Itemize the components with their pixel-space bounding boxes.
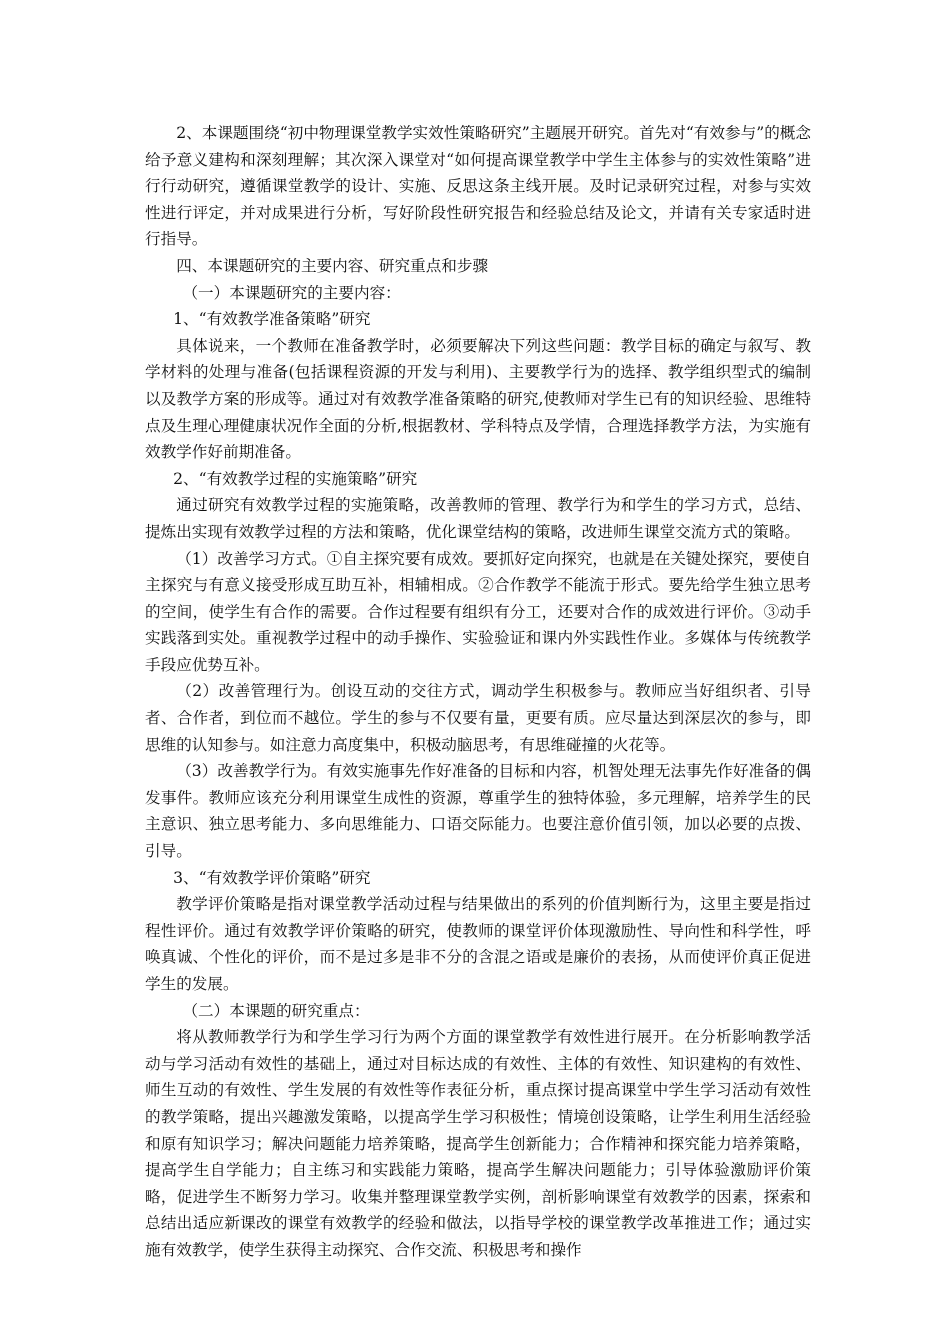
subsection-heading-content: （一）本课题研究的主要内容： (182, 283, 401, 302)
item-heading-evaluation-strategy: 3、“有效教学评价策略”研究 (173, 868, 371, 887)
item-heading-preparation-strategy: 1、“有效教学准备策略”研究 (173, 310, 371, 329)
document-page (145, 120, 811, 1264)
paragraph-research-approach: 2、本课题围绕“初中物理课堂教学实效性策略研究”主题展开研究。首先对“有效参与”的概念给予意义建构和深刻理解；其次深入课堂对“如何提高课堂教学中学生主体参与的实效性策略”进行行动研究，遵循课堂教学的设计、实施、反思这条主线开展。及时记录研究过程，对参与实效性进行评定，并对成果进行分析，写好阶段性研究报告和经验总结及论文，并请有关专家适时进行指导。 (145, 124, 811, 249)
paragraph-preparation: 具体说来，一个教师在准备教学时，必须要解决下列这些问题：教学目标的确定与叙写、教学材料的处理与准备(包括课程资源的开发与利用)、主要教学行为的选择、教学组织型式的编制以及教学方案的形成等。通过对有效教学准备策略的研究,使教师对学生已有的知识经验、思维特点及生理心理健康状况作全面的分析,根据教材、学科特点及学情，合理选择教学方法，为实施有效教学作好前期准备。 (145, 336, 811, 462)
paragraph-implementation: 通过研究有效教学过程的实施策略，改善教师的管理、教学行为和学生的学习方式，总结、提炼出实现有效教学过程的方法和策略，优化课堂结构的策略，改进师生课堂交流方式的策略。 (145, 496, 811, 541)
subsection-heading-focus: （二）本课题的研究重点： (182, 1001, 370, 1020)
item-heading-implementation-strategy: 2、“有效教学过程的实施策略”研究 (173, 469, 418, 488)
paragraph-management-behavior: （2）改善管理行为。创设互动的交往方式，调动学生积极参与。教师应当好组织者、引导者、合作者，到位而不越位。学生的参与不仅要有量，更要有质。应尽量达到深层次的参与，即思维的认知参与。如注意力高度集中，积极动脑思考，有思维碰撞的火花等。 (145, 682, 811, 754)
paragraph-learning-methods: （1）改善学习方式。①自主探究要有成效。要抓好定向探究，也就是在关键处探究，要使自主探究与有意义接受形成互助互补，相辅相成。②合作教学不能流于形式。要先给学生独立思考的空间，使学生有合作的需要。合作过程要有组织有分工，还要对合作的成效进行评价。③动手实践落到实处。重视教学过程中的动手操作、实验验证和课内外实践性作业。多媒体与传统教学手段应优势互补。 (145, 549, 811, 674)
paragraph-research-focus: 将从教师教学行为和学生学习行为两个方面的课堂教学有效性进行展开。在分析影响教学活动与学习活动有效性的基础上，通过对目标达成的有效性、主体的有效性、知识建构的有效性、师生互动的有效性、学生发展的有效性等作表征分析，重点探讨提高课堂中学生学习活动有效性的教学策略，提出兴趣激发策略，以提高学生学习积极性；情境创设策略，让学生利用生活经验和原有知识学习；解决问题能力培养策略，提高学生创新能力；合作精神和探究能力培养策略，提高学生自学能力；自主练习和实践能力策略，提高学生解决问题能力；引导体验激励评价策略，促进学生不断努力学习。收集并整理课堂教学实例，剖析影响课堂有效教学的因素，探索和总结出适应新课改的课堂有效教学的经验和做法，以指导学校的课堂教学改革推进工作；通过实施有效教学，使学生获得主动探究、合作交流、积极思考和操作 (145, 1028, 811, 1259)
section-heading-4: 四、本课题研究的主要内容、研究重点和步骤 (176, 256, 489, 275)
paragraph-teaching-behavior: （3）改善教学行为。有效实施事先作好准备的目标和内容，机智处理无法事先作好准备的偶发事件。教师应该充分利用课堂生成性的资源，尊重学生的独特体验，多元理解，培养学生的民主意识、独立思考能力、多向思维能力、口语交际能力。也要注意价值引领，加以必要的点拨、引导。 (145, 762, 811, 861)
paragraph-evaluation: 教学评价策略是指对课堂教学活动过程与结果做出的系列的价值判断行为，这里主要是指过程性评价。通过有效教学评价策略的研究，使教师的课堂评价体现激励性、导向性和科学性，呼唤真诚、个性化的评价，而不是过多是非不分的含混之语或是廉价的表扬，从而使评价真正促进学生的发展。 (145, 895, 811, 993)
